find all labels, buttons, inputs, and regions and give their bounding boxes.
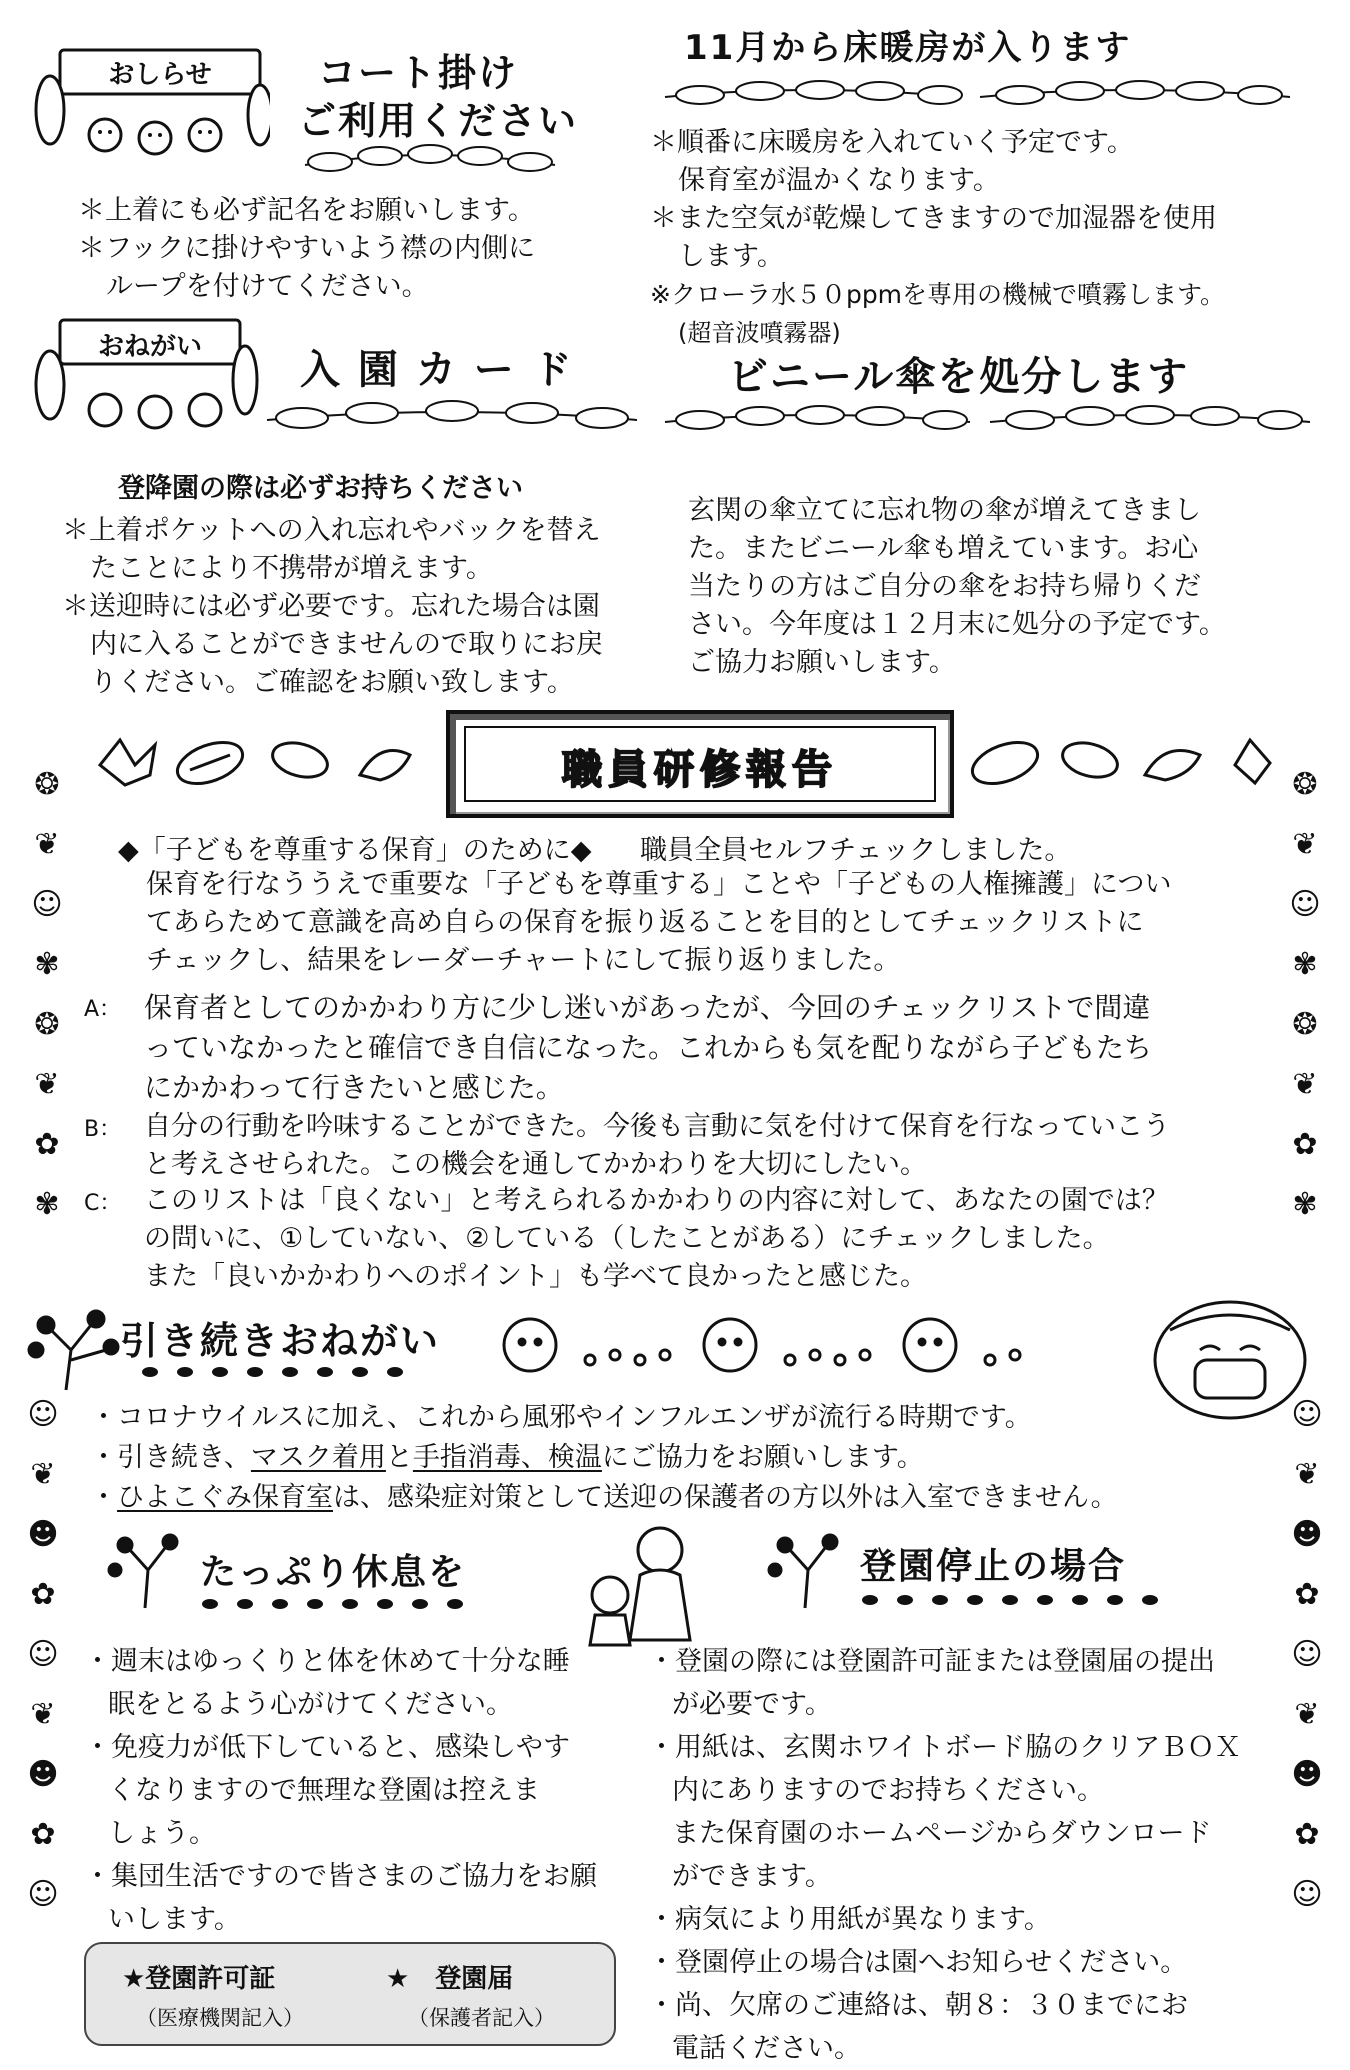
training-banner-title: 職員研修報告 — [562, 747, 838, 793]
umbrella-title: ビニール傘を処分します — [728, 354, 1190, 400]
training-intro-3: チェックし、結果をレーダーチャートにして振り返りました。 — [146, 945, 901, 976]
comment-line: にかかわって行きたいと感じた。 — [144, 1071, 564, 1104]
rest-list — [84, 1640, 644, 1941]
seed-trail-icon — [140, 1362, 440, 1386]
continue-text: と — [385, 1442, 413, 1473]
left-animal-border-icon: ☺ ❦ ☻ ✿ ☺ ❦ ☻ ✿ ☺ — [27, 1397, 59, 1912]
rest-line-3: ・免疫力が低下していると、感染しやす — [84, 1732, 570, 1763]
rest-line-7: いします。 — [108, 1904, 241, 1935]
seed-trail-icon — [200, 1594, 500, 1618]
mask-emphasis: マスク着用 — [250, 1442, 386, 1473]
rest-line-4: くなりますので無理な登園は控えま — [108, 1775, 540, 1806]
continue-line-3 — [90, 1478, 1270, 1518]
coat-title-line2: ご利用ください — [298, 99, 579, 143]
comment-line: 自分の行動を吟味することができた。今後も言動に気を付けて保育を行なっていこう — [144, 1111, 1170, 1142]
tag-onegai — [20, 300, 270, 440]
comment-label: B： — [84, 1117, 122, 1142]
autumn-leaves-right-icon — [960, 725, 1290, 799]
comment-line: このリストは「良くない」と考えられるかかわりの内容に対して、あなたの園では？ — [144, 1185, 1169, 1216]
umbrella-line-5: ご協力お願いします。 — [688, 647, 956, 678]
tree-branch-icon — [100, 1530, 190, 1614]
continue-text: は、感染症対策として送迎の保護者の方以外は入室できません。 — [333, 1482, 1118, 1513]
rest-line-1: ・週末はゆっくりと体を休めて十分な睡 — [84, 1646, 570, 1677]
leaf-garland-icon — [660, 400, 1320, 444]
stop-list — [648, 1640, 1288, 2070]
comment-line: 保育者としてのかかわり方に少し迷いがあったが、今回のチェックリストで間違 — [144, 991, 1151, 1024]
umbrella-line-4: さい。今年度は１２月末に処分の予定です。 — [688, 609, 1226, 640]
seed-trail-icon — [860, 1590, 1180, 1614]
autumn-leaves-left-icon — [80, 725, 440, 799]
coat-notes — [78, 192, 578, 306]
floor-note-2: 保育室が温かくなります。 — [678, 165, 1000, 196]
floor-note-3: ＊また空気が乾燥してきますので加湿器を使用 — [650, 203, 1217, 234]
forms-box — [84, 1942, 616, 2046]
stop-line-4: 内にありますのでお持ちください。 — [672, 1775, 1104, 1806]
umbrella-line-2: た。またビニール傘も増えています。お心 — [688, 533, 1199, 564]
stop-line-6: ができます。 — [672, 1861, 832, 1892]
continue-line-2 — [90, 1438, 1270, 1478]
hand-sanitize-emphasis: 手指消毒、検温 — [412, 1442, 602, 1473]
comment-line: また「良いかかわりへのポイント」も学べて良かったと感じた。 — [144, 1261, 927, 1292]
stop-line-1: ・登園の際には登園許可証または登園届の提出 — [648, 1646, 1215, 1677]
coat-note-3: ループを付けてください。 — [106, 271, 429, 302]
form-permit-label: ★登園許可証 — [122, 1964, 276, 1994]
card-note-1: ＊上着ポケットへの入れ忘れやバックを替え — [62, 515, 601, 546]
card-title: 入 園 カ ー ド — [300, 347, 574, 393]
training-intro-2: てあらためて意識を高め自らの保育を振り返ることを目的としてチェックリストに — [146, 907, 1144, 938]
comment-line: の問いに、①していない、②している（したことがある）にチェックしました。 — [144, 1223, 1110, 1254]
leaf-garland-icon — [660, 75, 1300, 119]
stop-line-3: ・用紙は、玄関ホワイトボード脇のクリアＢＯＸ — [648, 1732, 1242, 1763]
rest-line-5: しょう。 — [108, 1818, 216, 1849]
card-subtitle: 登降園の際は必ずお持ちください — [118, 473, 523, 504]
rest-line-6: ・集団生活ですので皆さまのご協力をお願 — [84, 1861, 597, 1892]
right-animal-border-icon: ☺ ❦ ☻ ✿ ☺ ❦ ☻ ✿ ☺ — [1291, 1397, 1323, 1912]
continue-title: 引き続きおねがい — [120, 1319, 441, 1363]
tag-label: おしらせ — [108, 60, 212, 90]
floor-note-5: ※クローラ水５０ppmを専用の機械で噴霧します。 — [650, 280, 1226, 309]
tree-branch-icon — [16, 1305, 126, 1399]
stop-line-10: 電話ください。 — [672, 2033, 861, 2064]
training-headline-b: 職員全員セルフチェックしました。 — [640, 835, 1072, 866]
rest-title: たっぷり休息を — [200, 1552, 467, 1593]
stop-line-9: ・尚、欠席のご連絡は、朝８：３０までにお — [648, 1990, 1188, 2021]
stop-line-2: が必要です。 — [672, 1689, 832, 1720]
stop-line-5: また保育園のホームページからダウンロード — [672, 1818, 1212, 1849]
tree-branch-icon — [760, 1530, 850, 1614]
form-notice-sub: （保護者記入） — [408, 2006, 555, 2030]
kids-sign-icon — [20, 30, 270, 160]
training-intro — [146, 866, 1266, 980]
rest-line-2: 眠をとるよう心がけてください。 — [108, 1689, 513, 1720]
mother-child-icon — [560, 1520, 720, 1654]
leaf-garland-icon — [300, 140, 560, 184]
tag-oshirase — [20, 30, 270, 160]
form-notice-label: ★ 登園届 — [386, 1964, 514, 1994]
umbrella-text — [688, 492, 1328, 682]
comment-body — [144, 1182, 1264, 1296]
comment-line: と考えさせられた。この機会を通してかかわりを大切にしたい。 — [144, 1149, 927, 1180]
training-headline-a: ◆「子どもを尊重する保育」のために◆ — [118, 835, 592, 866]
card-note-4: 内に入ることができませんので取りにお戻 — [90, 629, 603, 660]
comment-body — [144, 1108, 1264, 1184]
comment-label: A： — [84, 997, 122, 1022]
stop-title: 登園停止の場合 — [860, 1546, 1127, 1587]
tag-label: おねがい — [97, 332, 202, 362]
continue-text: ・ — [90, 1482, 117, 1513]
kids-sign-icon — [20, 300, 270, 440]
umbrella-line-1: 玄関の傘立てに忘れ物の傘が増えてきまし — [688, 495, 1201, 526]
form-permit-sub: （医療機関記入） — [136, 2006, 304, 2030]
continue-text: ・引き続き、 — [90, 1442, 251, 1473]
continue-line-1: ・コロナウイルスに加え、これから風邪やインフルエンザが流行る時期です。 — [90, 1402, 1032, 1433]
training-headline — [118, 828, 1071, 867]
coat-note-1: ＊上着にも必ず記名をお願いします。 — [78, 195, 535, 226]
training-banner — [446, 710, 954, 818]
card-note-3: ＊送迎時には必ず必要です。忘れた場合は園 — [62, 591, 600, 622]
stop-line-8: ・登園停止の場合は園へお知らせください。 — [648, 1947, 1188, 1978]
comment-body — [144, 988, 1264, 1108]
card-note-5: りください。ご確認をお願い致します。 — [90, 667, 574, 698]
comment-label: C： — [84, 1191, 122, 1216]
leaf-garland-icon — [262, 398, 642, 442]
children-faces-icon — [500, 1310, 1040, 1384]
continue-text: にご協力をお願いします。 — [601, 1442, 924, 1473]
stop-line-7: ・病気により用紙が異なります。 — [648, 1904, 1051, 1935]
coat-note-2: ＊フックに掛けやすいよう襟の内側に — [78, 233, 536, 264]
comment-line: っていなかったと確信でき自信になった。これからも気を配りながら子どもたち — [144, 1031, 1153, 1064]
umbrella-line-3: 当たりの方はご自分の傘をお持ち帰りくだ — [688, 571, 1201, 602]
floor-note-1: ＊順番に床暖房を入れていく予定です。 — [650, 127, 1134, 158]
card-notes — [62, 512, 622, 702]
training-intro-1: 保育を行なううえで重要な「子どもを尊重する」ことや「子どもの人権擁護」につい — [146, 869, 1172, 900]
floor-notes — [650, 124, 1340, 352]
right-border-decoration-icon: ❂ ❦ ☺ ✾ ❂ ❦ ✿ ✾ — [1289, 767, 1321, 1222]
card-note-2: たことにより不携帯が増えます。 — [90, 553, 493, 584]
coat-title-line1: コート掛け — [318, 51, 519, 95]
floor-note-6: (超音波噴霧器) — [678, 319, 841, 347]
hiyoko-room-emphasis: ひよこぐみ保育室 — [117, 1482, 333, 1513]
continue-list — [90, 1398, 1270, 1518]
floor-title: 11月から床暖房が入ります — [684, 28, 1132, 68]
floor-note-4: します。 — [678, 241, 784, 272]
left-border-decoration-icon: ❂ ❦ ☺ ✾ ❂ ❦ ✿ ✾ — [31, 767, 63, 1222]
